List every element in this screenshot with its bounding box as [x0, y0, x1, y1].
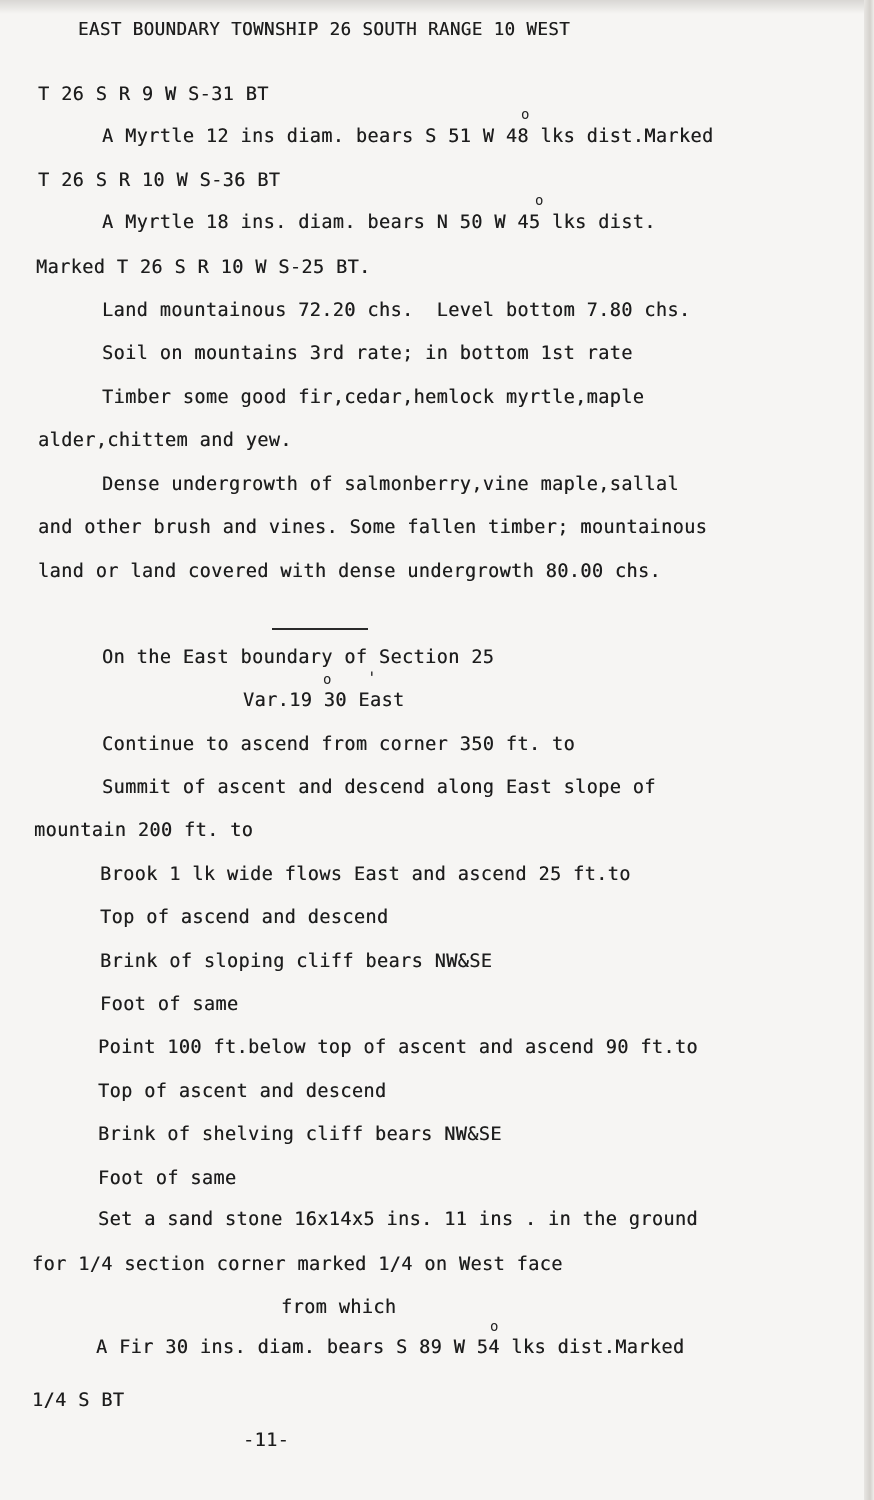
text-line: A Myrtle 18 ins. diam. bears N 50 W 45 lks dist.: [102, 212, 656, 233]
degree-mark: o: [490, 1319, 499, 1335]
text-line: Point 100 ft.below top of ascent and ascend 90 ft.to: [98, 1037, 698, 1058]
text-line: Foot of same: [98, 1168, 237, 1189]
text-line: T 26 S R 10 W S-36 BT: [38, 170, 281, 191]
degree-mark: o: [535, 193, 544, 209]
text-line: A Myrtle 12 ins diam. bears S 51 W 48 lks dist.Marked: [102, 126, 714, 147]
text-line: Dense undergrowth of salmonberry,vine maple,sallal: [102, 474, 679, 495]
text-line: Brink of shelving cliff bears NW&SE: [98, 1124, 502, 1145]
text-line: 1/4 S BT: [32, 1390, 125, 1411]
text-line: from which: [281, 1297, 397, 1318]
text-line: On the East boundary of Section 25: [102, 647, 495, 668]
text-line: alder,chittem and yew.: [38, 430, 292, 451]
text-line: Top of ascent and descend: [98, 1081, 387, 1102]
paper-right-edge: [864, 0, 874, 1500]
degree-mark: o: [323, 672, 332, 688]
text-line: Continue to ascend from corner 350 ft. to: [102, 734, 576, 755]
text-line: Foot of same: [100, 994, 239, 1015]
text-line: Summit of ascent and descend along East slope of: [102, 777, 656, 798]
text-line: and other brush and vines. Some fallen timber; mountainous: [38, 517, 708, 538]
text-line: Var.19 30 East: [243, 690, 405, 711]
text-line: Marked T 26 S R 10 W S-25 BT.: [36, 257, 371, 278]
text-line: Timber some good fir,cedar,hemlock myrtle,maple: [102, 387, 645, 408]
page-number: -11-: [243, 1430, 290, 1451]
text-line: Land mountainous 72.20 chs. Level bottom 7.80 chs.: [102, 300, 691, 321]
text-line: Soil on mountains 3rd rate; in bottom 1st rate: [102, 343, 633, 364]
text-line: for 1/4 section corner marked 1/4 on West face: [32, 1254, 563, 1275]
text-line: Brook 1 lk wide flows East and ascend 25 ft.to: [100, 864, 631, 885]
minute-mark: ': [367, 668, 377, 687]
text-line: Set a sand stone 16x14x5 ins. 11 ins . in the ground: [98, 1209, 698, 1230]
text-line: T 26 S R 9 W S-31 BT: [38, 84, 269, 105]
text-line: Top of ascend and descend: [100, 907, 389, 928]
text-line: mountain 200 ft. to: [34, 820, 254, 841]
degree-mark: o: [521, 107, 530, 123]
section-divider: [272, 628, 368, 630]
heading: EAST BOUNDARY TOWNSHIP 26 SOUTH RANGE 10 WEST: [78, 20, 571, 40]
text-line: A Fir 30 ins. diam. bears S 89 W 54 lks dist.Marked: [96, 1337, 685, 1358]
scan-top-shadow: [0, 0, 874, 14]
text-line: land or land covered with dense undergrowth 80.00 chs.: [38, 561, 662, 582]
text-line: Brink of sloping cliff bears NW&SE: [100, 951, 493, 972]
